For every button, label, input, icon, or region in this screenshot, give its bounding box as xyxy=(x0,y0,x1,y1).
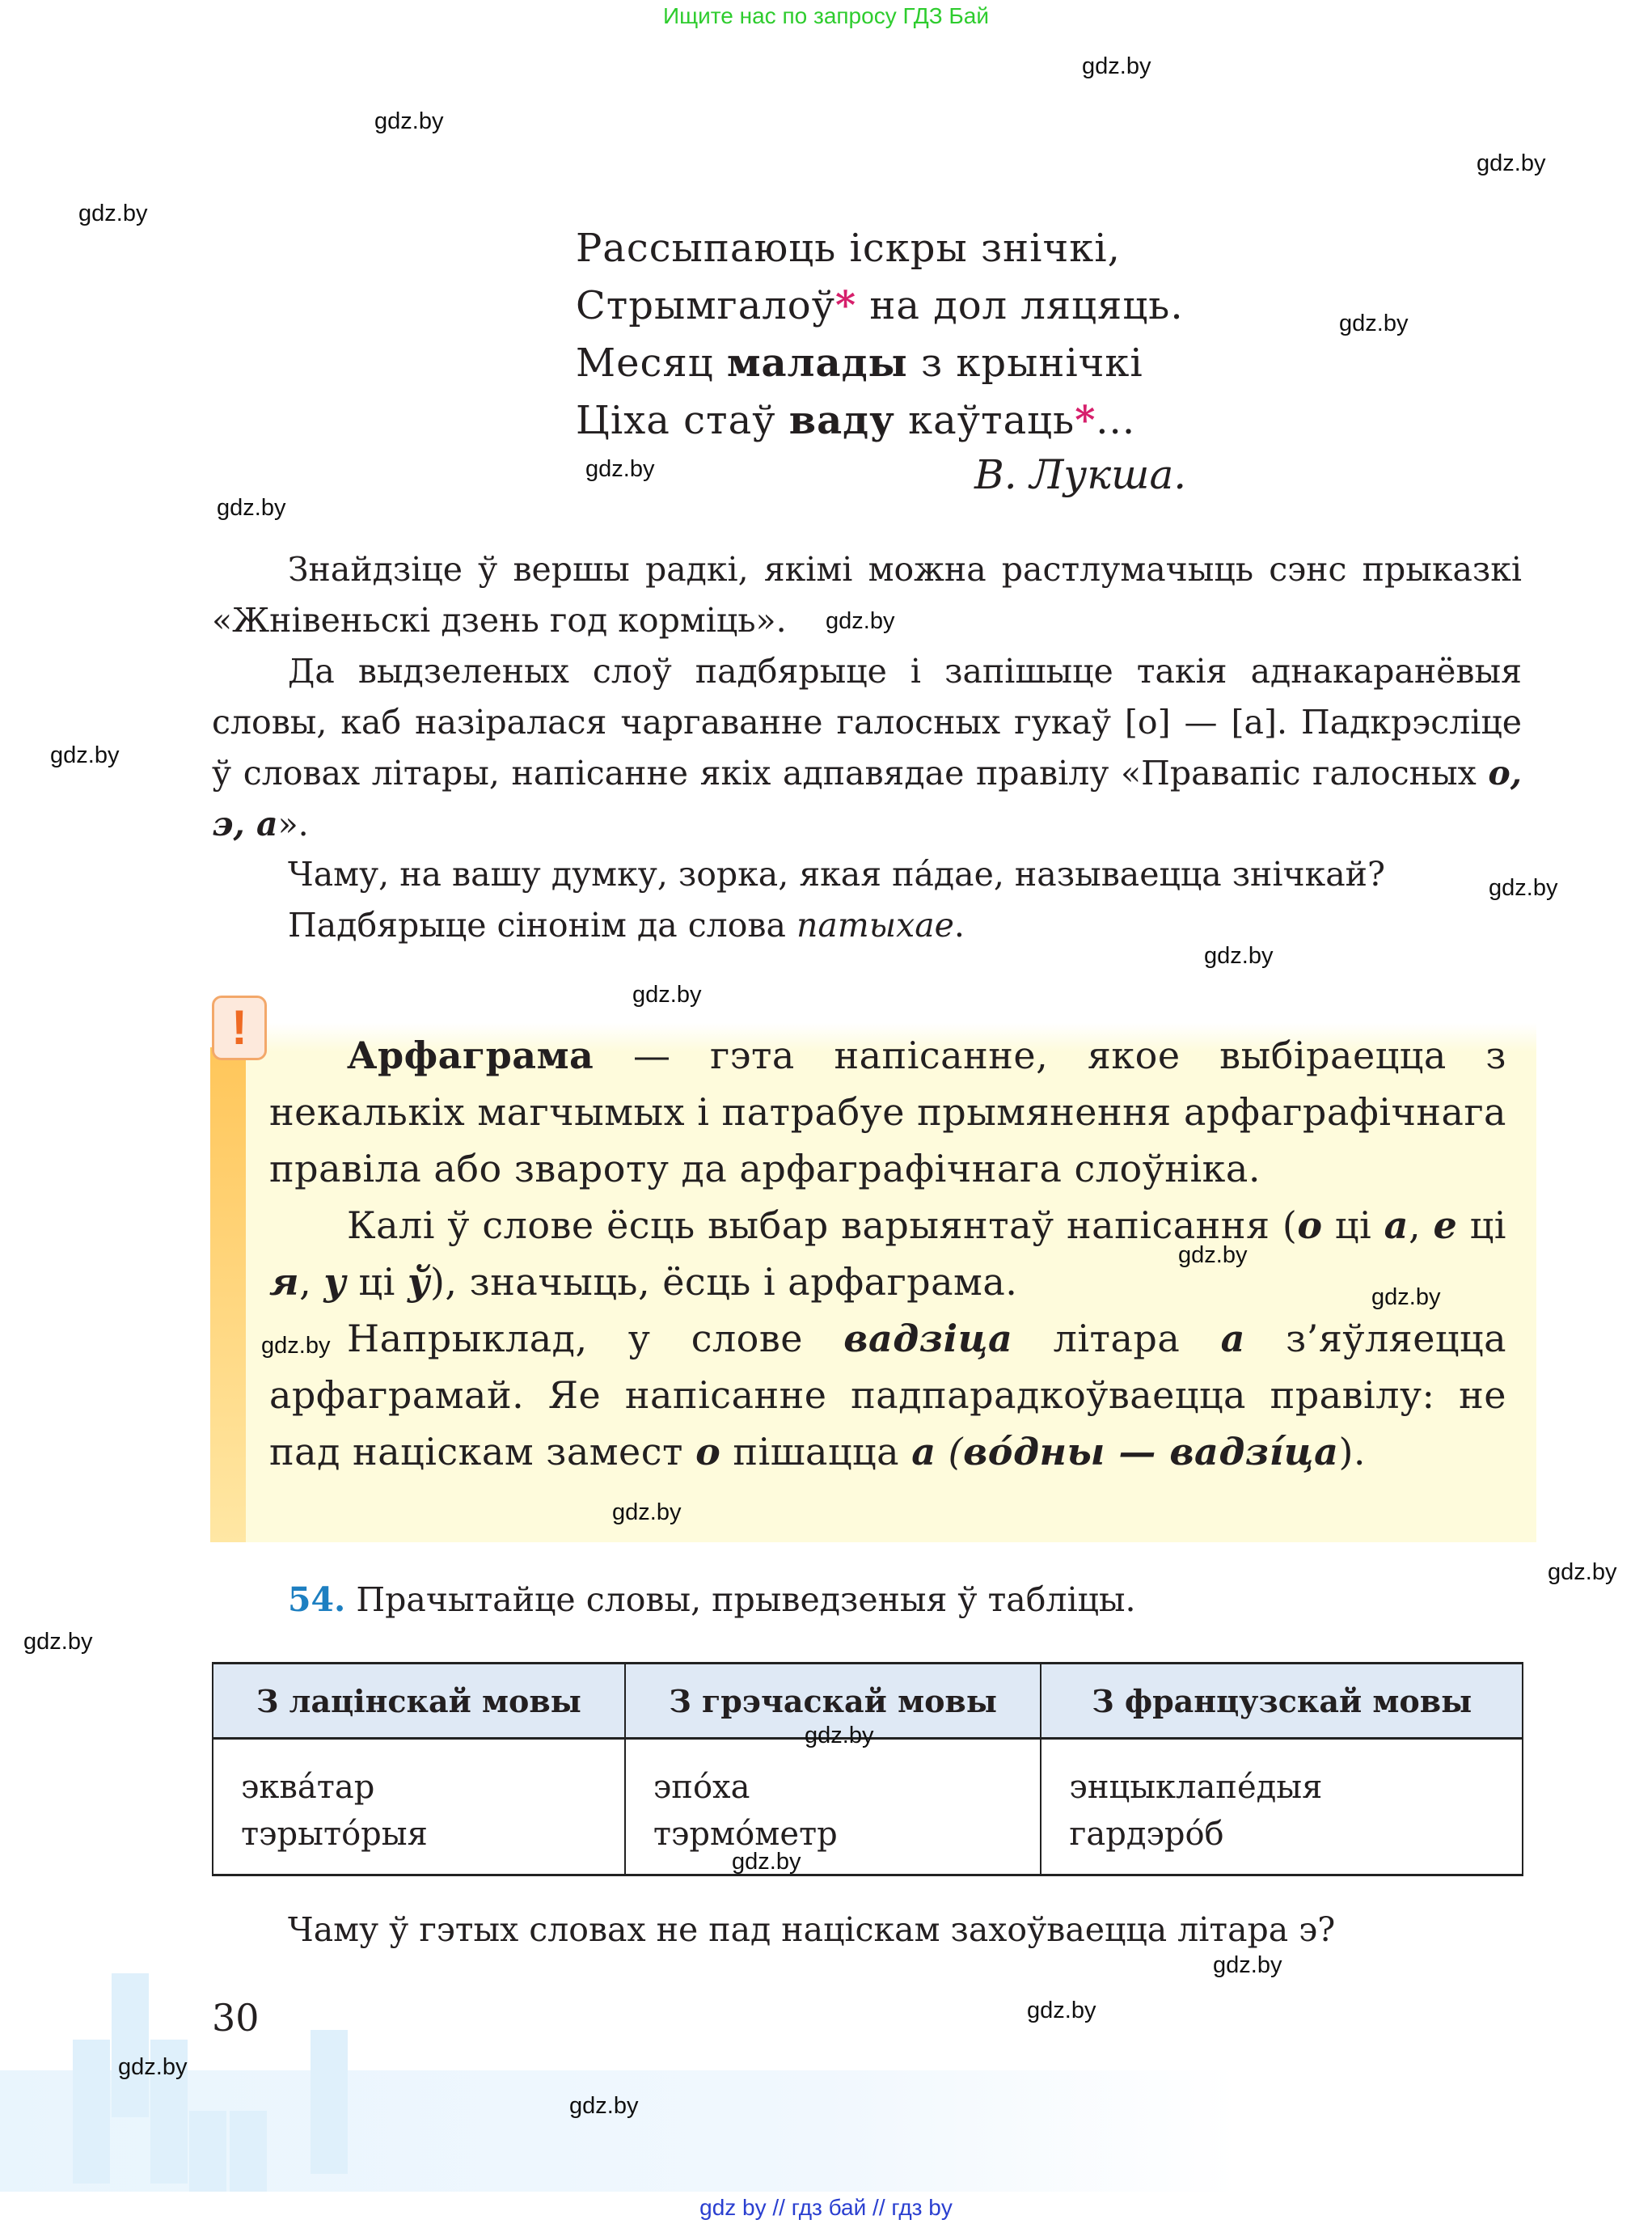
rule-def-text: — гэта напісанне, якое выбіраецца з некалькіх магчымых і патрабуе прымянення арфаграфічнага правіла або звароту да арфаграфічнага слоўніка. xyxy=(269,1034,1506,1190)
decor-square xyxy=(311,2030,348,2174)
task-paragraph-2 xyxy=(212,646,1522,850)
rule-letter: я xyxy=(269,1260,300,1304)
watermark: gdz.by xyxy=(1371,1284,1441,1310)
watermark: gdz.by xyxy=(1548,1559,1617,1585)
rule-letter: у xyxy=(323,1260,347,1304)
alert-icon xyxy=(212,996,267,1060)
loanwords-table xyxy=(212,1662,1523,1876)
poem-text: Стрымгалоў xyxy=(576,283,835,328)
task-paragraph-4 xyxy=(212,900,1522,951)
table-cell-greek xyxy=(625,1739,1041,1875)
poem-line-4 xyxy=(576,392,1184,450)
watermark: gdz.by xyxy=(261,1333,331,1359)
example-word: вадзіца xyxy=(843,1317,1013,1360)
rule-text-run: ці xyxy=(1322,1203,1384,1247)
watermark: gdz.by xyxy=(1082,53,1151,79)
rule-text-run: Калі ў слове ёсць выбар варыянтаў напісання ( xyxy=(347,1203,1298,1247)
watermark: gdz.by xyxy=(1489,875,1558,901)
watermark: gdz.by xyxy=(1204,943,1274,969)
watermark: gdz.by xyxy=(118,2054,188,2080)
watermark: gdz.by xyxy=(1178,1242,1248,1268)
rule-letter: е xyxy=(1433,1203,1458,1247)
watermark: gdz.by xyxy=(805,1723,874,1748)
column-header-greek: З грэчаскай мовы xyxy=(625,1664,1041,1739)
poem-author: В. Лукша. xyxy=(974,451,1187,498)
watermark: gdz.by xyxy=(632,982,702,1008)
watermark: gdz.by xyxy=(1027,1998,1096,2023)
watermark: gdz.by xyxy=(23,1629,93,1655)
poem-text: каўтаць xyxy=(894,398,1075,443)
exclamation-icon: ! xyxy=(231,1000,247,1055)
rule-text-run: , xyxy=(299,1260,324,1304)
watermark: gdz.by xyxy=(1339,311,1409,336)
rule-letter: о xyxy=(1297,1203,1323,1247)
footer-links[interactable]: gdz by // гдз бай // гдз by xyxy=(699,2195,953,2220)
task-text: ». xyxy=(277,805,309,844)
decor-square xyxy=(230,2111,267,2192)
page-number: 30 xyxy=(212,1996,260,2040)
word: энцыклапе́дыя xyxy=(1069,1769,1323,1806)
watermark: gdz.by xyxy=(732,1849,801,1875)
exercise-text: Прачытайце словы, прыведзеныя ў табліцы. xyxy=(356,1580,1136,1619)
rule-term: Арфаграма xyxy=(347,1034,594,1077)
rule-definition xyxy=(269,1027,1506,1197)
rule-text-run: , xyxy=(1408,1203,1434,1247)
word: эпо́ха xyxy=(653,1769,750,1806)
rule-text-run: ці xyxy=(1457,1203,1506,1247)
rule-paragraph-2 xyxy=(269,1197,1506,1310)
watermark: gdz.by xyxy=(1213,1952,1282,1978)
decor-square xyxy=(189,2111,226,2192)
rule-text xyxy=(269,1027,1506,1480)
question-text: Чаму ў гэтых словах не пад націскам захоўваецца літара э? xyxy=(288,1910,1336,1949)
word: гардэро́б xyxy=(1069,1816,1224,1853)
watermark: gdz.by xyxy=(374,108,444,134)
column-header-latin: З лацінскай мовы xyxy=(213,1664,625,1739)
task-text: Чаму, на вашу думку, зорка, якая па́дае, называецца знічкай? xyxy=(288,855,1385,894)
italic-word: патыхае xyxy=(796,906,954,945)
decor-square xyxy=(112,1973,149,2117)
poem-text: з крынічкі xyxy=(907,340,1143,386)
poem-text: ... xyxy=(1096,398,1136,443)
poem-text: Ціха стаў xyxy=(576,398,789,443)
rule-letter: ў xyxy=(407,1260,430,1304)
table-cell-french xyxy=(1041,1739,1523,1875)
watermark: gdz.by xyxy=(585,456,655,482)
poem-text: Месяц xyxy=(576,340,727,386)
rule-text-run: з’яўляецца арфаграмай. Яе напісанне падпарадкоўваецца правілу: не пад націскам замест xyxy=(269,1317,1507,1474)
highlighted-word: ваду xyxy=(788,398,895,443)
column-header-french: З французскай мовы xyxy=(1041,1664,1523,1739)
task-text: . xyxy=(953,906,965,945)
watermark: gdz.by xyxy=(217,495,286,521)
rule-accent-bar xyxy=(210,1047,246,1542)
asterisk-marker: * xyxy=(834,283,857,328)
watermark: gdz.by xyxy=(50,742,120,768)
word: тэрыто́рыя xyxy=(241,1816,428,1853)
rule-letter: о xyxy=(695,1430,721,1474)
watermark: gdz.by xyxy=(826,608,895,634)
rule-text-run: ці xyxy=(346,1260,408,1304)
rule-letter: а xyxy=(911,1430,936,1474)
rule-text-run: ), значыць, ёсць і арфаграма. xyxy=(429,1260,1018,1304)
letters-emphasis: о, э, а xyxy=(212,754,1522,844)
poem xyxy=(576,220,1184,450)
exercise-heading xyxy=(212,1575,1522,1626)
rule-text-run: Напрыклад, у слове xyxy=(347,1317,844,1360)
poem-text: на дол ляцяць. xyxy=(856,283,1184,328)
search-banner[interactable]: Ищите нас по запросу ГДЗ Бай xyxy=(662,3,990,28)
task-text: Знайдзіце ў вершы радкі, якімі можна растлумачыць сэнс прыказкі «Жнівеньскі дзень год корміць». xyxy=(212,550,1522,640)
poem-line-3 xyxy=(576,335,1184,392)
rule-text-run: літара xyxy=(1012,1317,1221,1360)
poem-line-1 xyxy=(576,220,1184,277)
task-text: Падбярыце сінонім да слова xyxy=(288,906,796,945)
highlighted-word: малады xyxy=(726,340,908,386)
watermark: gdz.by xyxy=(612,1499,682,1525)
task-text: Да выдзеленых слоў падбярыце і запішыце такія аднакаранёвыя словы, каб назіралася чаргаванне галосных гукаў [о] — [а]. Падкрэсліце ў словах літары, напісанне якіх адпавядае правілу «Правапіс галосных xyxy=(212,652,1522,793)
watermark: gdz.by xyxy=(1477,150,1546,176)
decor-square xyxy=(73,2040,110,2184)
asterisk-marker: * xyxy=(1075,398,1096,443)
rule-letter: а xyxy=(1384,1203,1409,1247)
rule-paragraph-3 xyxy=(269,1310,1506,1480)
rule-text-run: пішацца xyxy=(720,1430,912,1474)
poem-text: Рассыпаюць іскры знічкі, xyxy=(576,226,1121,271)
rule-letter: а xyxy=(1220,1317,1245,1360)
rule-text-run: ( xyxy=(936,1430,964,1474)
word: тэрмо́метр xyxy=(653,1816,838,1853)
word: эква́тар xyxy=(241,1769,375,1806)
table-row xyxy=(213,1739,1523,1875)
watermark: gdz.by xyxy=(78,201,148,226)
exercise-question xyxy=(212,1905,1522,1956)
exercise-number: 54. xyxy=(288,1580,346,1619)
rule-text-run: ). xyxy=(1338,1430,1367,1474)
example-pair: во́дны — вадзі́ца xyxy=(963,1430,1339,1474)
task-paragraph-3 xyxy=(212,849,1522,900)
table-cell-latin xyxy=(213,1739,625,1875)
poem-line-2 xyxy=(576,277,1184,335)
watermark: gdz.by xyxy=(569,2093,639,2119)
